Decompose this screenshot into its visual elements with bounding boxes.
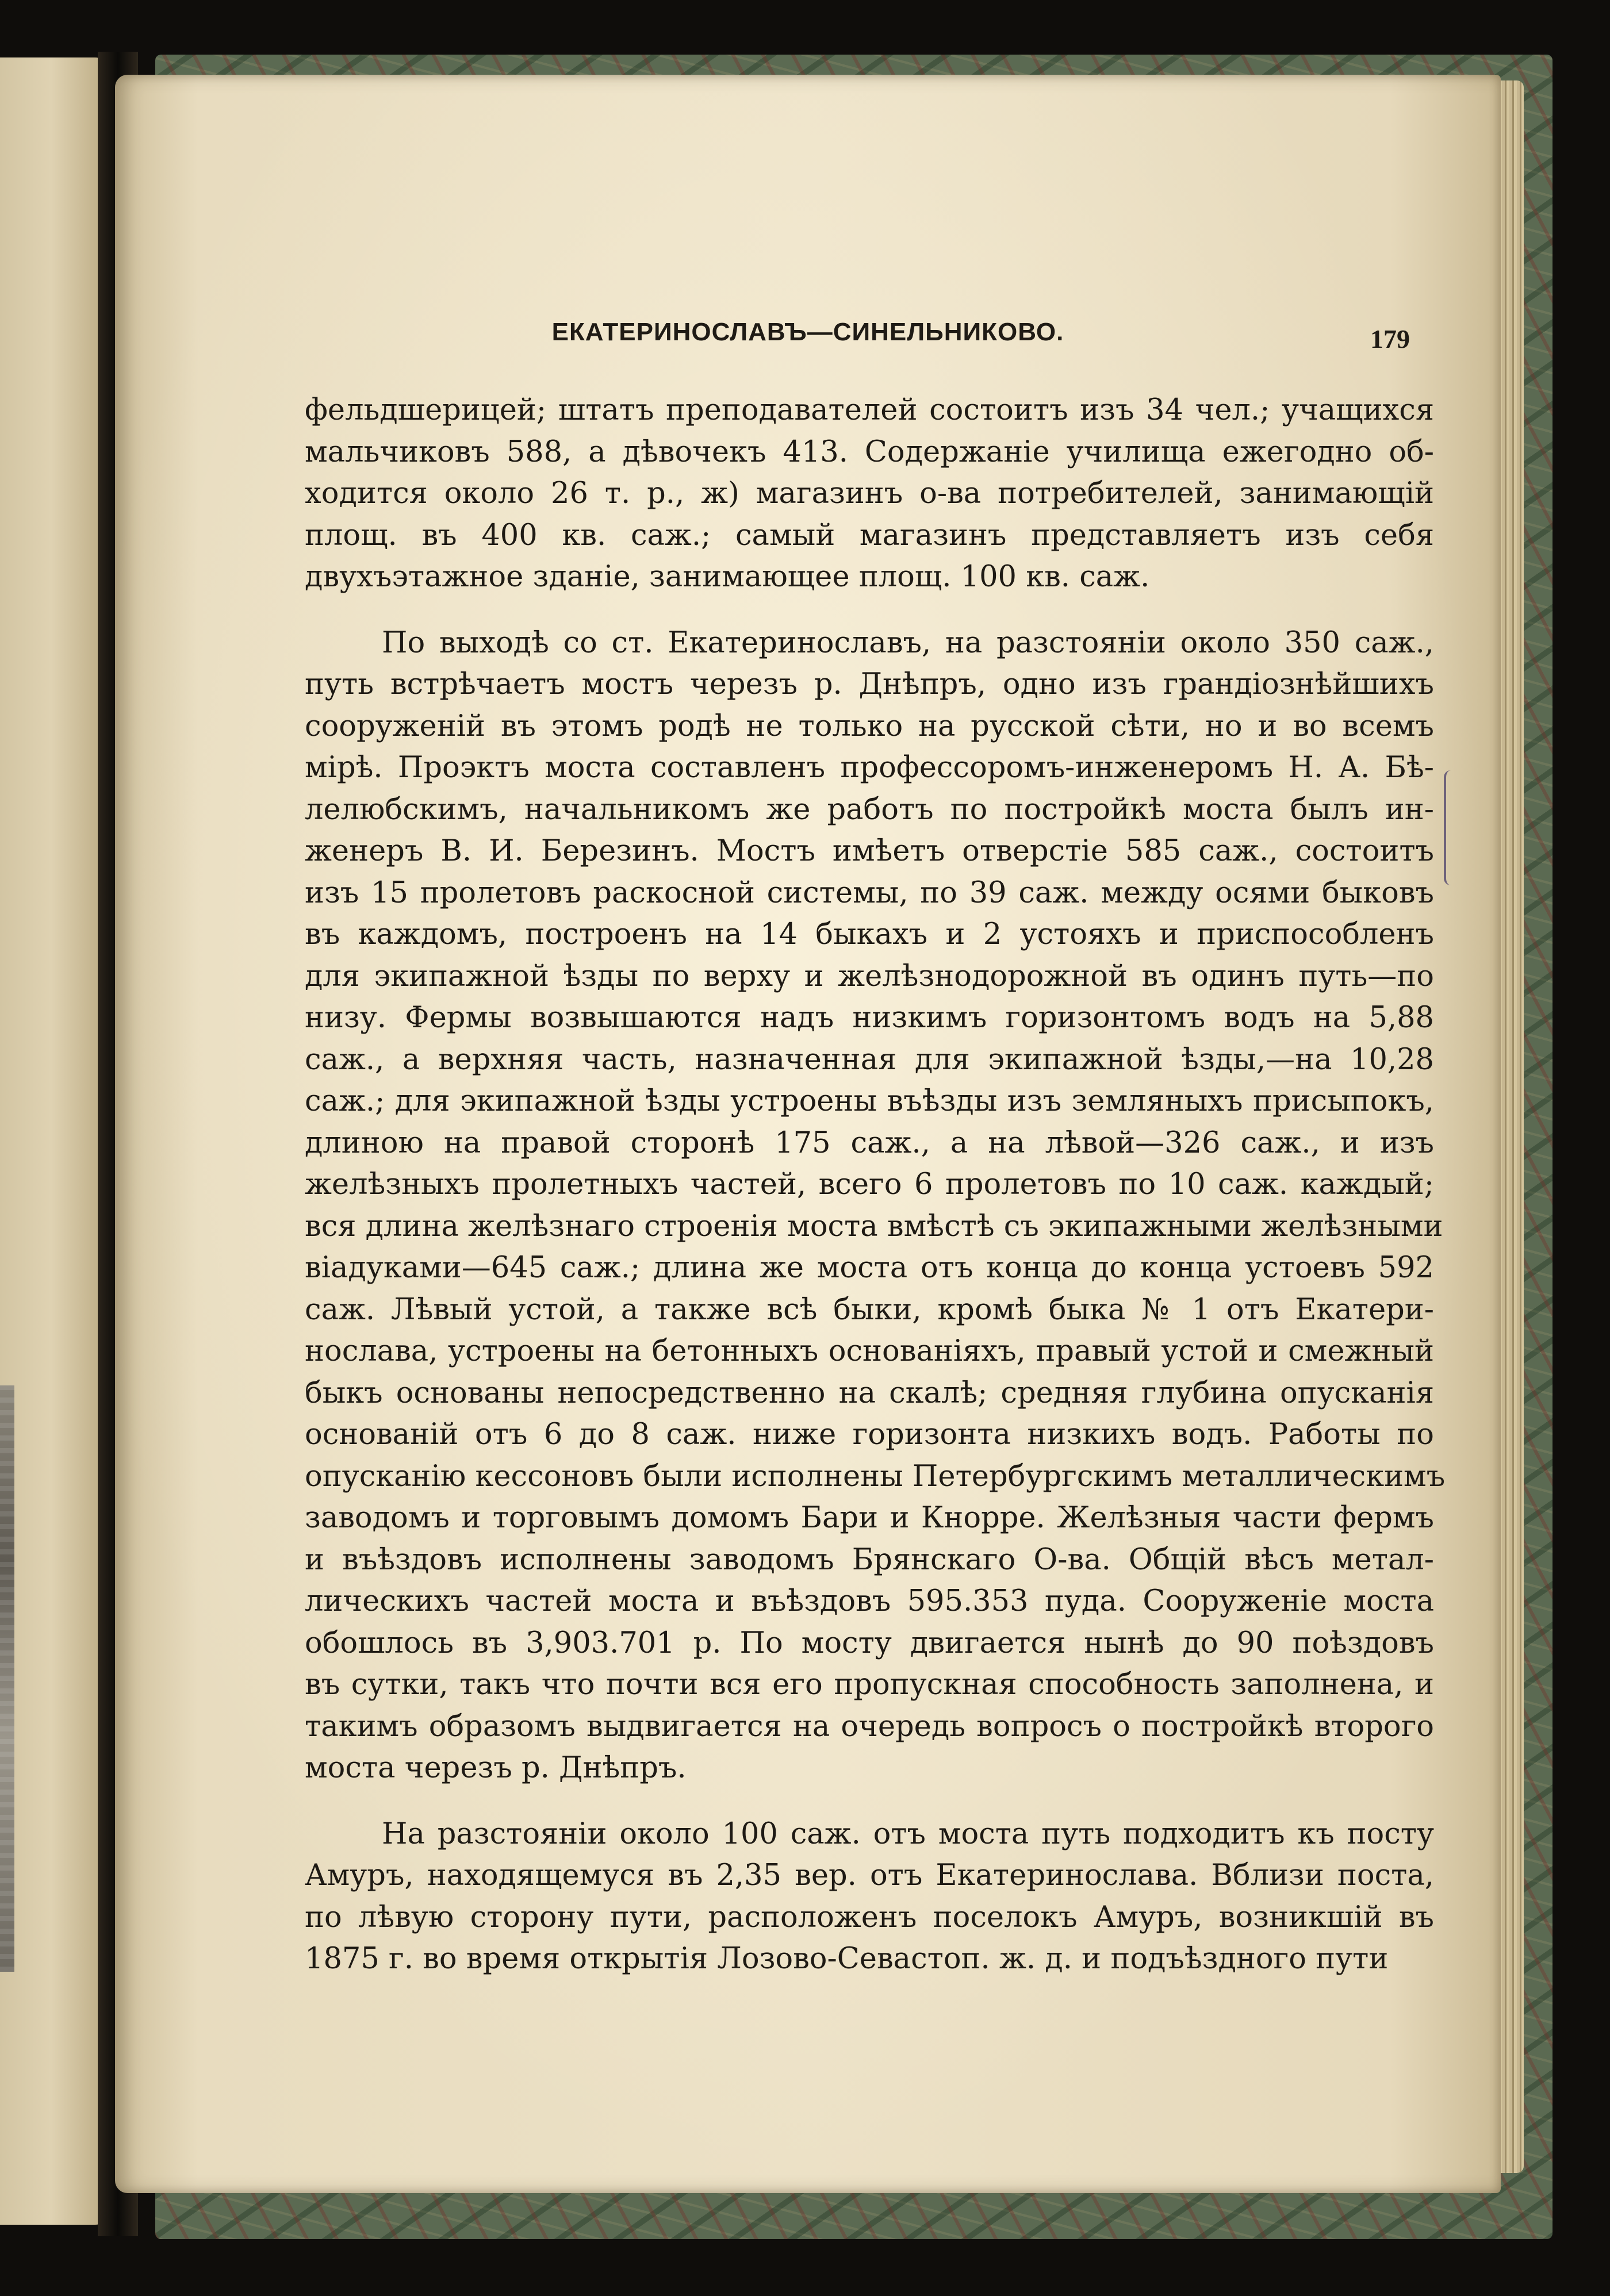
text-line: лелюбскимъ, начальникомъ же работъ по постройкѣ моста былъ ин- bbox=[305, 792, 1434, 827]
text-line: такимъ образомъ выдвигается на очередь вопросъ о постройкѣ второго bbox=[305, 1709, 1434, 1744]
page-header bbox=[115, 318, 1501, 358]
text-line: изъ 15 пролетовъ раскосной системы, по 39 саж. между осями быковъ bbox=[305, 876, 1434, 910]
previous-page-photo bbox=[0, 1385, 14, 1972]
text-line: путь встрѣчаетъ мостъ черезъ р. Днѣпръ, одно изъ грандіознѣйшихъ bbox=[305, 667, 1434, 701]
text-line: заводомъ и торговымъ домомъ Бари и Кнорре. Желѣзныя части фермъ bbox=[305, 1501, 1434, 1535]
running-title: ЕКАТЕРИНОСЛАВЪ—СИНЕЛЬНИКОВО. bbox=[551, 318, 1064, 346]
text-line: Амуръ, находящемуся въ 2,35 вер. отъ Екатеринослава. Вблизи поста, bbox=[305, 1859, 1434, 1892]
text-line: площ. въ 400 кв. саж.; самый магазинъ представляетъ изъ себя bbox=[305, 518, 1434, 552]
paragraph bbox=[305, 390, 1434, 598]
text-line: для экипажной ѣзды по верху и желѣзнодорожной въ одинъ путь—по bbox=[305, 959, 1434, 993]
text-line: саж.; для экипажной ѣзды устроены въѣзды изъ земляныхъ присыпокъ, bbox=[305, 1084, 1434, 1118]
text-line: низу. Фермы возвышаются надъ низкимъ горизонтомъ водъ на 5,88 bbox=[305, 1001, 1434, 1035]
text-line: мірѣ. Проэктъ моста составленъ профессоромъ-инженеромъ Н. А. Бѣ- bbox=[305, 751, 1434, 785]
text-line: быкъ основаны непосредственно на скалѣ; средняя глубина опусканія bbox=[305, 1376, 1434, 1410]
text-line: 1875 г. во время открытія Лозово-Севастоп. ж. д. и подъѣздного пути bbox=[305, 1942, 1389, 1976]
text-line: саж., а верхняя часть, назначенная для экипажной ѣзды,—на 10,28 bbox=[305, 1042, 1434, 1077]
pencil-margin-mark bbox=[1444, 770, 1455, 885]
text-line: по лѣвую сторону пути, расположенъ поселокъ Амуръ, возникшій въ bbox=[305, 1900, 1434, 1934]
text-line: моста черезъ р. Днѣпръ. bbox=[305, 1751, 687, 1785]
paragraph bbox=[305, 1814, 1434, 1980]
text-line: женеръ В. И. Березинъ. Мостъ имѣетъ отверстіе 585 саж., состоитъ bbox=[305, 834, 1434, 868]
text-line: и въѣздовъ исполнены заводомъ Брянскаго О-ва. Общій вѣсъ метал- bbox=[305, 1542, 1434, 1577]
book-page bbox=[115, 75, 1501, 2193]
text-line: віадуками—645 саж.; длина же моста отъ конца до конца устоевъ 592 bbox=[305, 1251, 1434, 1285]
text-line: въ сутки, такъ что почти вся его пропускная способность заполнена, и bbox=[305, 1668, 1434, 1702]
text-line: нослава, устроены на бетонныхъ основаніяхъ, правый устой и смежный bbox=[305, 1334, 1434, 1368]
text-line: фельдшерицей; штатъ преподавателей состоитъ изъ 34 чел.; учащихся bbox=[305, 393, 1434, 427]
page-number: 179 bbox=[1370, 324, 1410, 354]
paragraph bbox=[305, 623, 1446, 1790]
text-line: саж. Лѣвый устой, а также всѣ быки, кромѣ быка № 1 отъ Екатери- bbox=[305, 1292, 1434, 1327]
text-line: въ каждомъ, построенъ на 14 быкахъ и 2 устояхъ и приспособленъ bbox=[305, 917, 1434, 951]
text-line: мальчиковъ 588, а дѣвочекъ 413. Содержаніе училища ежегодно об- bbox=[305, 435, 1434, 469]
text-line: желѣзныхъ пролетныхъ частей, всего 6 пролетовъ по 10 саж. каждый; bbox=[305, 1168, 1434, 1201]
text-line: основаній отъ 6 до 8 саж. ниже горизонта низкихъ водъ. Работы по bbox=[305, 1418, 1434, 1452]
text-line: длиною на правой сторонѣ 175 саж., а на лѣвой—326 саж., и изъ bbox=[305, 1126, 1434, 1160]
previous-page bbox=[0, 57, 112, 2225]
text-line: обошлось въ 3,903.701 р. По мосту двигается нынѣ до 90 поѣздовъ bbox=[305, 1626, 1434, 1660]
text-line: ходится около 26 т. р., ж) магазинъ о-ва потребителей, занимающій bbox=[305, 477, 1434, 510]
text-line: двухъэтажное зданіе, занимающее площ. 100 кв. саж. bbox=[305, 560, 1150, 594]
text-line: лическихъ частей моста и въѣздовъ 595.353 пуда. Сооруженіе моста bbox=[305, 1584, 1434, 1618]
page-body-text bbox=[305, 390, 1446, 1980]
text-line: сооруженій въ этомъ родѣ не только на русской сѣти, но и во всемъ bbox=[305, 709, 1434, 743]
text-line: По выходѣ со ст. Екатеринославъ, на разстояніи около 350 саж., bbox=[382, 625, 1434, 660]
text-line: вся длина желѣзнаго строенія моста вмѣстѣ съ экипажными желѣзными bbox=[305, 1209, 1443, 1243]
text-line: На разстояніи около 100 саж. отъ моста путь подходитъ къ посту bbox=[382, 1817, 1434, 1851]
text-line: опусканію кессоновъ были исполнены Петербургскимъ металлическимъ bbox=[305, 1459, 1446, 1493]
